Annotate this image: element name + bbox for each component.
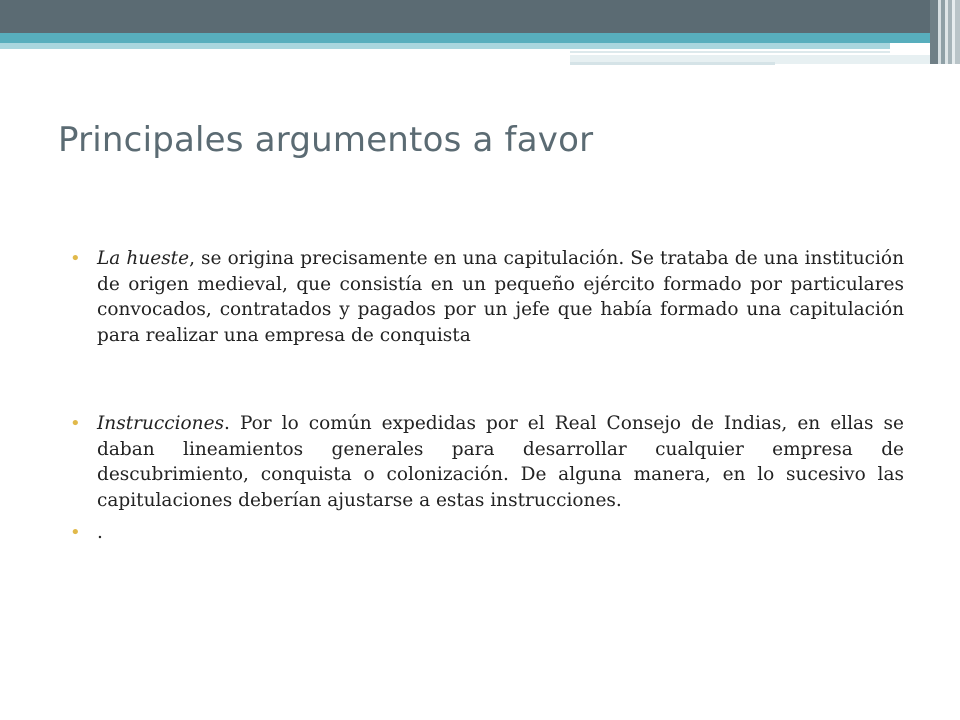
header-light-band	[0, 43, 890, 49]
header-accent-line	[570, 51, 890, 53]
header-teal-band	[0, 33, 940, 43]
bullet-term: La hueste	[97, 248, 190, 269]
header-vertical-stripe	[930, 0, 938, 64]
slide-title: Principales argumentos a favor	[58, 120, 594, 160]
header-accent-strip-short	[570, 62, 775, 65]
bullet-item-hueste	[70, 246, 904, 348]
bullet-text: , se origina precisamente en una capitulación. Se trataba de una institución de origen medieval, que consistía en un pequeño ejército formado por particulares convocados, contratados y pagados por un jefe que había formado una capitulación para realizar una empresa de conquista	[97, 248, 904, 346]
header-vertical-stripe	[955, 0, 960, 64]
slide-body	[70, 246, 904, 546]
bullet-item-empty	[70, 520, 904, 546]
bullet-icon: •	[70, 413, 81, 434]
bullet-term: Instrucciones	[97, 413, 225, 434]
bullet-icon: •	[70, 248, 81, 269]
bullet-text: . Por lo común expedidas por el Real Consejo de Indias, en ellas se daban lineamientos generales para desarrollar cualquier empresa de descubrimiento, conquista o colonización. De alguna manera, en lo sucesivo las capitulaciones deberían ajustarse a estas instrucciones.	[97, 413, 904, 511]
bullet-icon: •	[70, 522, 81, 543]
bullet-item-instrucciones	[70, 411, 904, 513]
header-dark-band	[0, 0, 930, 33]
bullet-text: .	[97, 522, 103, 543]
